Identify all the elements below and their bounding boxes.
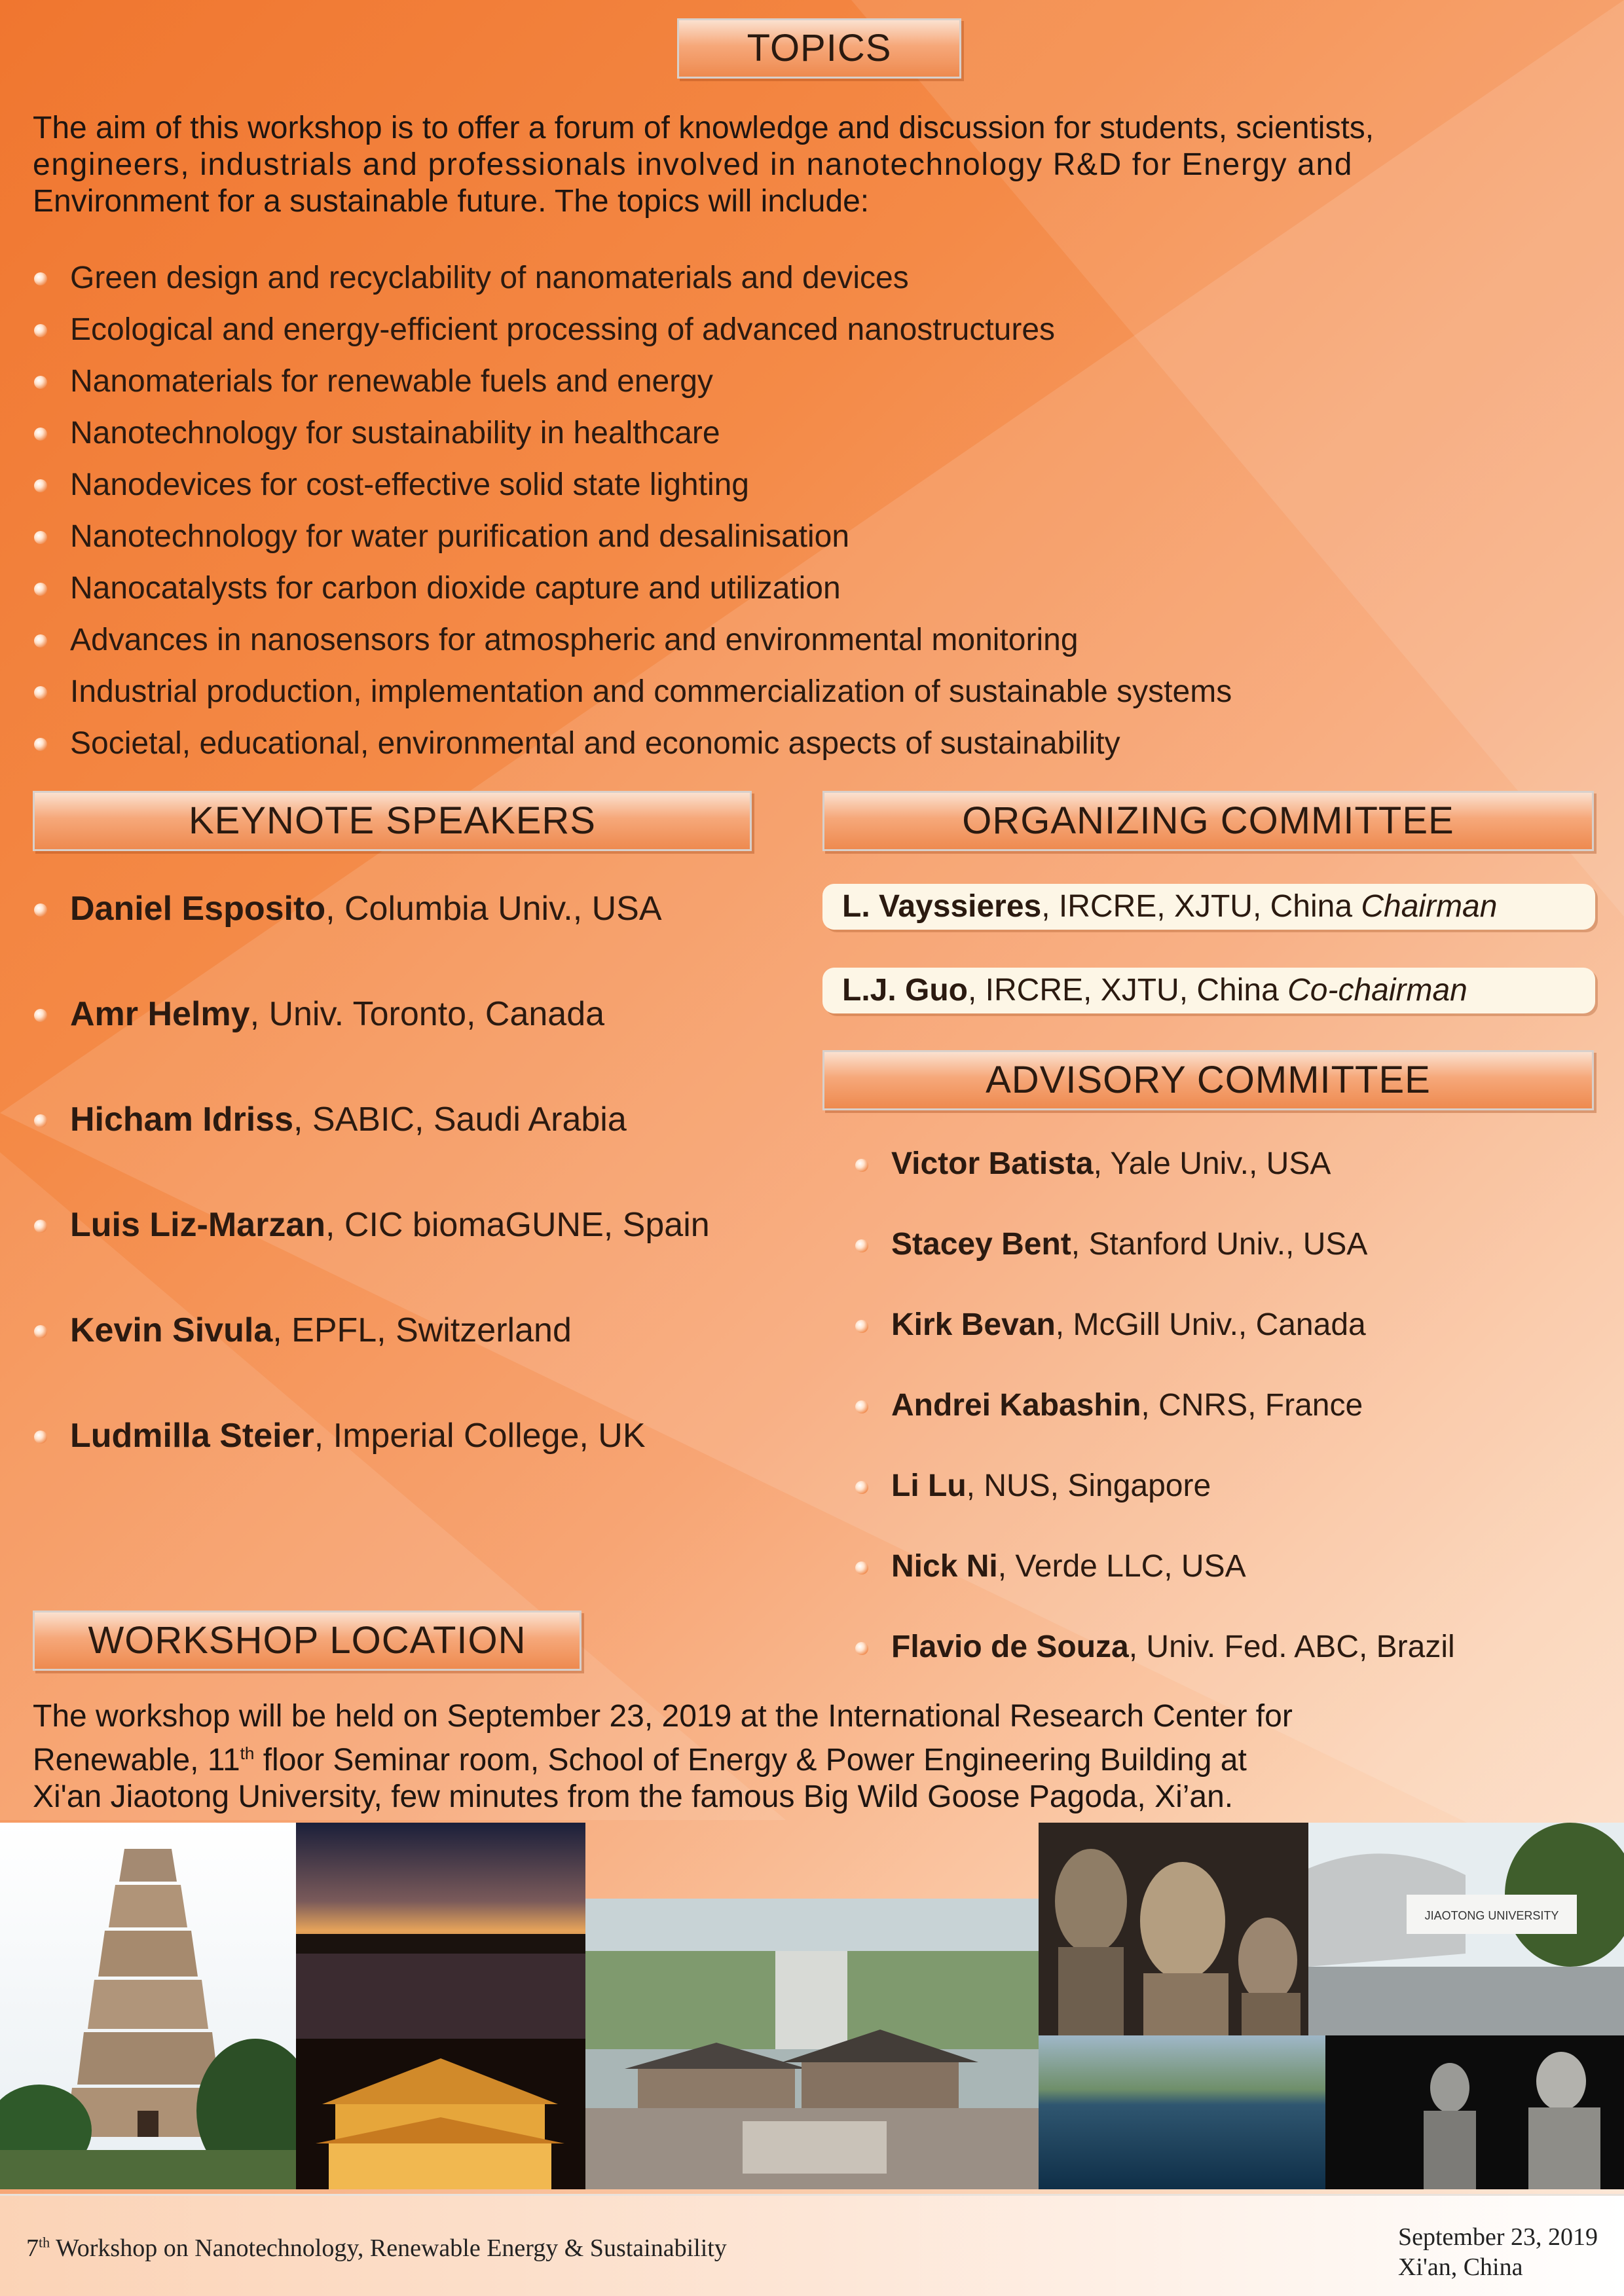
footer-place: Xi'an, China (1397, 2253, 1523, 2281)
advisor-item (855, 1389, 1608, 1469)
advisor-name: Nick Ni (891, 1549, 998, 1584)
bullet-icon (34, 272, 47, 285)
topic-item (34, 314, 1593, 365)
topic-text: Nanotechnology for sustainability in healthcare (70, 416, 720, 450)
footer (0, 2194, 1624, 2296)
topics-heading: TOPICS (677, 18, 961, 79)
jiaotong-sign: JIAOTONG UNIVERSITY (1424, 1909, 1559, 1922)
organizer-name: L.J. Guo (842, 973, 968, 1008)
advisor-item (855, 1550, 1608, 1630)
bullet-icon (855, 1561, 868, 1575)
bullet-icon (855, 1320, 868, 1333)
advisory-heading: ADVISORY COMMITTEE (822, 1050, 1594, 1110)
bullet-icon (34, 1114, 47, 1127)
topic-item (34, 520, 1593, 572)
footer-edition: 7 (26, 2234, 39, 2262)
topic-text: Nanomaterials for renewable fuels and energy (70, 364, 713, 399)
bullet-icon (34, 738, 47, 751)
bullet-icon (855, 1642, 868, 1655)
advisor-name: Andrei Kabashin (891, 1388, 1141, 1423)
bullet-icon (34, 583, 47, 596)
speaker-name: Ludmilla Steier (70, 1417, 314, 1455)
topic-text: Nanodevices for cost-effective solid state lighting (70, 467, 749, 502)
topic-item (34, 417, 1593, 469)
bullet-icon (34, 903, 47, 917)
superscript: th (240, 1743, 255, 1763)
photo-jiaotong-gate (1308, 1823, 1624, 2035)
topic-text: Ecological and energy-efficient processing of advanced nanostructures (70, 312, 1056, 347)
speaker-name: Kevin Sivula (70, 1311, 273, 1349)
advisor-name: Kirk Bevan (891, 1307, 1056, 1342)
advisor-item (855, 1308, 1608, 1389)
topics-intro (33, 110, 1604, 220)
photo-big-wild-goose-pagoda (0, 1823, 296, 2189)
organizer-affiliation: , IRCRE, XJTU, China (1041, 889, 1361, 924)
speaker-item (34, 1312, 820, 1417)
speaker-affiliation: , SABIC, Saudi Arabia (293, 1101, 627, 1139)
topic-item (34, 469, 1593, 520)
topic-item (34, 262, 1593, 314)
photo-temple-aerial (585, 1899, 1039, 2189)
advisor-item (855, 1228, 1608, 1308)
advisor-affiliation: , CNRS, France (1141, 1388, 1363, 1423)
bullet-icon (34, 376, 47, 389)
superscript: th (39, 2234, 50, 2251)
advisor-affiliation: , Stanford Univ., USA (1071, 1227, 1368, 1262)
bullet-icon (34, 686, 47, 699)
organizer-chairman (822, 884, 1595, 930)
advisor-affiliation: , Yale Univ., USA (1093, 1146, 1331, 1181)
location-text (33, 1698, 1604, 1815)
organizing-heading: ORGANIZING COMMITTEE (822, 791, 1594, 851)
topics-intro-line: engineers, industrials and professionals involved in nanotechnology R&D for Energy and (33, 147, 1354, 182)
advisor-name: Flavio de Souza (891, 1630, 1129, 1664)
organizer-cochairman (822, 968, 1595, 1013)
bullet-icon (855, 1400, 868, 1413)
advisor-item (855, 1469, 1608, 1550)
advisor-name: Victor Batista (891, 1146, 1094, 1181)
organizer-affiliation: , IRCRE, XJTU, China (968, 973, 1288, 1008)
speaker-affiliation: , CIC biomaGUNE, Spain (325, 1206, 710, 1244)
speaker-affiliation: , EPFL, Switzerland (272, 1311, 572, 1349)
speaker-name: Daniel Esposito (70, 890, 326, 928)
topic-text: Green design and recyclability of nanomaterials and devices (70, 261, 909, 295)
bullet-icon (34, 1430, 47, 1444)
speaker-affiliation: , Imperial College, UK (314, 1417, 646, 1455)
location-line-part: floor Seminar room, School of Energy & Power Engineering Building at (254, 1743, 1247, 1777)
speaker-item (34, 890, 820, 996)
topics-list (34, 262, 1593, 779)
location-line (33, 1735, 1604, 1779)
bullet-icon (34, 1220, 47, 1233)
bullet-icon (855, 1481, 868, 1494)
topic-text: Advances in nanosensors for atmospheric and environmental monitoring (70, 623, 1079, 657)
location-line-part: Renewable, 11 (33, 1743, 240, 1777)
advisor-name: Stacey Bent (891, 1227, 1071, 1262)
organizer-role: Co-chairman (1287, 973, 1467, 1008)
topic-item (34, 624, 1593, 676)
keynote-heading: KEYNOTE SPEAKERS (33, 791, 752, 851)
photo-lake-shore (1039, 2035, 1325, 2189)
topics-intro-line: The aim of this workshop is to offer a forum of knowledge and discussion for students, scientists, (33, 111, 1375, 145)
advisor-affiliation: , NUS, Singapore (966, 1468, 1211, 1503)
location-line: The workshop will be held on September 23, 2019 at the International Research Center for (33, 1699, 1293, 1734)
speaker-item (34, 1101, 820, 1207)
location-line: Xi'an Jiaotong University, few minutes from the famous Big Wild Goose Pagoda, Xi’an. (33, 1779, 1234, 1814)
speaker-name: Hicham Idriss (70, 1101, 294, 1139)
bullet-icon (34, 531, 47, 544)
bullet-icon (34, 479, 47, 492)
topic-item (34, 727, 1593, 779)
keynote-list (34, 890, 820, 1523)
bullet-icon (34, 634, 47, 647)
topic-text: Societal, educational, environmental and economic aspects of sustainability (70, 726, 1120, 761)
photo-night-river-palace (296, 1823, 585, 2189)
topics-intro-line: Environment for a sustainable future. The topics will include: (33, 184, 870, 219)
location-heading: WORKSHOP LOCATION (33, 1611, 581, 1671)
bullet-icon (34, 1009, 47, 1022)
advisor-affiliation: , McGill Univ., Canada (1055, 1307, 1366, 1342)
speaker-affiliation: , Univ. Toronto, Canada (249, 995, 605, 1033)
photo-warrior-statues (1325, 2035, 1624, 2189)
topic-item (34, 365, 1593, 417)
speaker-item (34, 996, 820, 1101)
speaker-item (34, 1207, 820, 1312)
speaker-affiliation: , Columbia Univ., USA (325, 890, 662, 928)
speaker-name: Luis Liz-Marzan (70, 1206, 326, 1244)
bullet-icon (34, 428, 47, 441)
advisor-name: Li Lu (891, 1468, 967, 1503)
topic-item (34, 572, 1593, 624)
bullet-icon (855, 1159, 868, 1172)
organizer-name: L. Vayssieres (842, 889, 1042, 924)
topic-text: Industrial production, implementation and commercialization of sustainable systems (70, 674, 1232, 709)
footer-title: Workshop on Nanotechnology, Renewable Energy & Sustainability (50, 2234, 727, 2262)
topic-text: Nanocatalysts for carbon dioxide capture and utilization (70, 571, 841, 606)
speaker-item (34, 1417, 820, 1523)
photo-terracotta-warriors (1039, 1823, 1308, 2035)
bullet-icon (34, 1325, 47, 1338)
footer-workshop-title (26, 2234, 727, 2263)
footer-date: September 23, 2019 (1397, 2223, 1598, 2251)
advisor-item (855, 1147, 1608, 1228)
bullet-icon (34, 324, 47, 337)
topic-item (34, 676, 1593, 727)
advisor-affiliation: , Verde LLC, USA (997, 1549, 1246, 1584)
organizer-role: Chairman (1361, 889, 1498, 924)
advisory-list (855, 1147, 1608, 1711)
speaker-name: Amr Helmy (70, 995, 250, 1033)
advisor-affiliation: , Univ. Fed. ABC, Brazil (1128, 1630, 1455, 1664)
bullet-icon (855, 1239, 868, 1252)
topic-text: Nanotechnology for water purification and desalinisation (70, 519, 850, 554)
footer-date-place (1398, 2222, 1598, 2282)
